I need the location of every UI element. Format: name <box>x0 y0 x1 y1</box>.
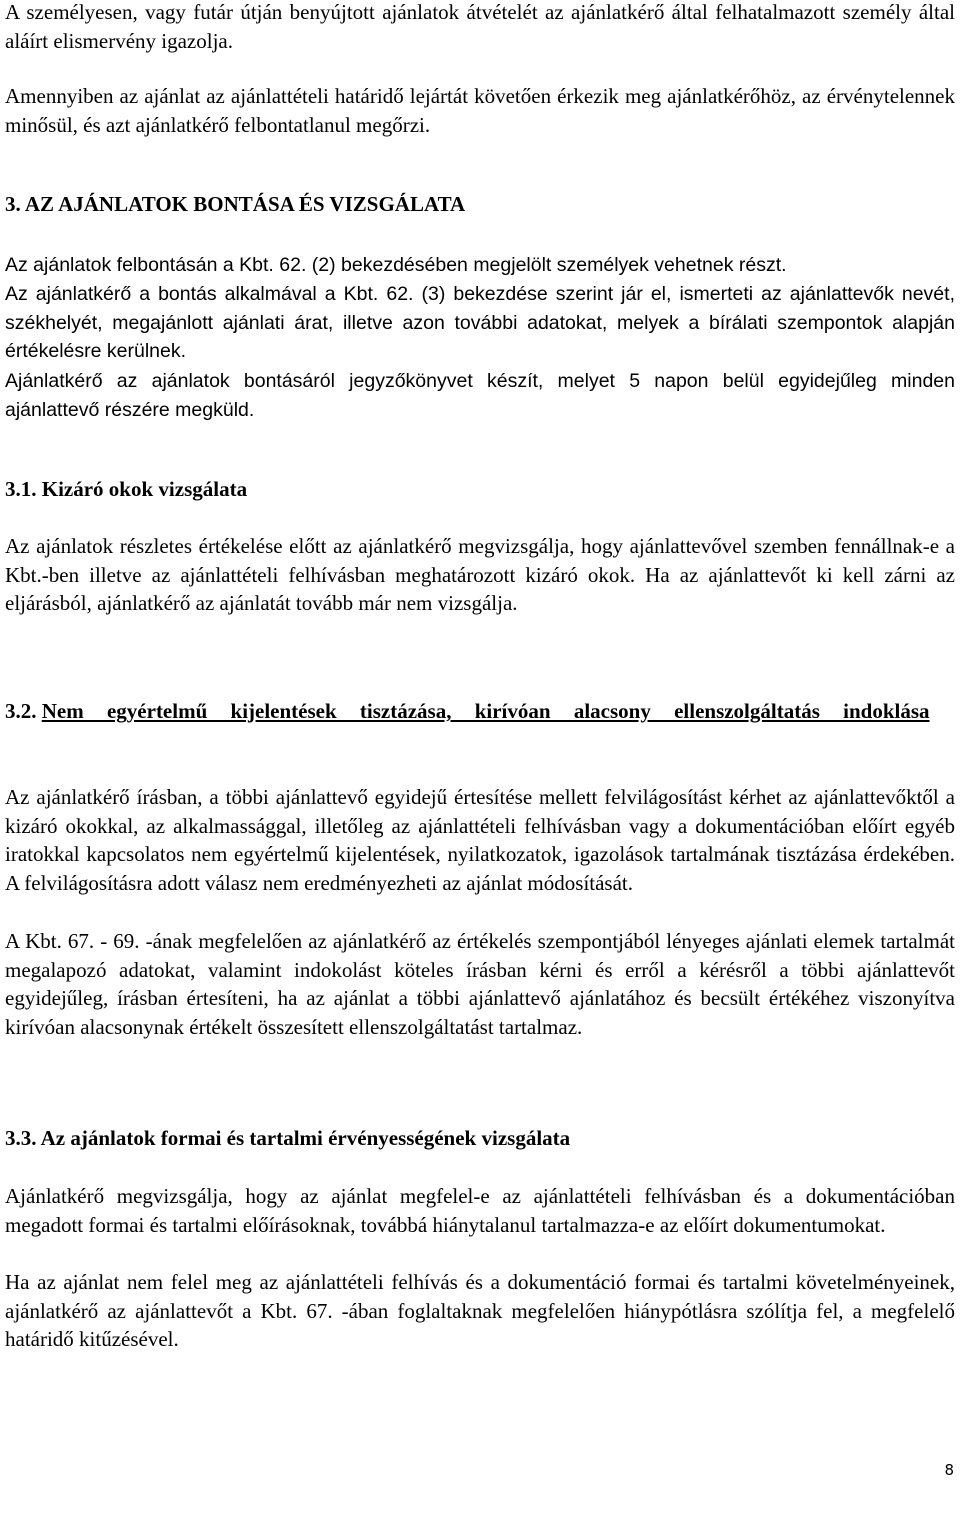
section-title-3-2: Nem egyértelmű kijelentések tisztázása, kirívóan alacsony ellenszolgáltatás indoklása <box>41 699 930 723</box>
section-number-3-2: 3.2. <box>5 699 37 723</box>
paragraph-clarification: Az ajánlatkérő írásban, a többi ajánlattevő egyidejű értesítése mellett felvilágosítást kérhet az ajánlattevőktől a kizáró okokkal, az alkalmassággal, illetőleg az ajánlattételi felhívásban vagy a dokumentációban előírt egyéb iratokkal kapcsolatos nem egyértelmű kijelentések, nyilatkozatok, igazolások tartalmának tisztázása érdekében. A felvilágosításra adott válasz nem eredményezheti az ajánlat módosítását. <box>5 785 955 896</box>
paragraph-receipt: A személyesen, vagy futár útján benyújtott ajánlatok átvételét az ajánlatkérő által felhatalmazott személy által aláírt elismervény igazolja. <box>5 0 955 53</box>
section-heading-3-2 <box>5 697 955 726</box>
page-number: 8 <box>944 1461 954 1479</box>
paragraph-formal-validity: Ajánlatkérő megvizsgálja, hogy az ajánlat megfelel-e az ajánlattételi felhívásban és a dokumentációban megadott formai és tartalmi előírásoknak, továbbá hiánytalanul tartalmazza-e az előírt dokumentumokat. <box>5 1184 955 1237</box>
section-heading-3-1 <box>5 475 955 504</box>
section-number-3-1: 3.1. <box>5 477 37 501</box>
paragraph-low-price: A Kbt. 67. - 69. -ának megfelelően az ajánlatkérő az értékelés szempontjából lényeges ajánlati elemek tartalmát megalapozó adatokat, valamint indokolást köteles írásban kérni és erről a kérésről a többi ajánlattevőt egyidejűleg, írásban értesíteni, ha az ajánlat a többi ajánlattevő ajánlatához és becsült értékéhez viszonyítva kirívóan alacsonynak értékelt összesített ellenszolgáltatást tartalmaz. <box>5 929 955 1040</box>
paragraph-exclusion-grounds: Az ajánlatok részletes értékelése előtt az ajánlatkérő megvizsgálja, hogy ajánlattevővel szemben fennállnak-e a Kbt.-ben illetve az ajánlattételi felhívásban meghatározott kizáró okok. Ha az ajánlattevőt ki kell zárni az eljárásból, ajánlatkérő az ajánlatát tovább már nem vizsgálja. <box>5 534 955 616</box>
section-title-3-1: Kizáró okok vizsgálata <box>41 477 248 501</box>
section-title-3-3: Az ajánlatok formai és tartalmi érvényességének vizsgálata <box>40 1126 571 1150</box>
section-number-3-3: 3.3. <box>5 1126 37 1150</box>
paragraph-late-offer: Amennyiben az ajánlat az ajánlattételi határidő lejártát követően érkezik meg ajánlatkérőhöz, az érvénytelennek minősül, és azt ajánlatkérő felbontatlanul megőrzi. <box>5 84 955 137</box>
section-heading-3: 3. AZ AJÁNLATOK BONTÁSA ÉS VIZSGÁLATA <box>5 192 466 216</box>
paragraph-opening-procedure: Az ajánlatkérő a bontás alkalmával a Kbt. 62. (3) bekezdése szerint jár el, ismerteti az ajánlattevők nevét, székhelyét, megajánlott ajánlati árat, illetve azon további adatokat, melyek a bírálati szempontok alapján értékelésre kerülnek. <box>5 283 955 363</box>
paragraph-minutes: Ajánlatkérő az ajánlatok bontásáról jegyzőkönyvet készít, melyet 5 napon belül egyidejűleg minden ajánlattevő részére megküld. <box>5 370 955 421</box>
section-heading-3-3 <box>5 1124 955 1153</box>
paragraph-opening-attendees: Az ajánlatok felbontásán a Kbt. 62. (2) bekezdésében megjelölt személyek vehetnek részt. <box>5 254 787 276</box>
paragraph-deficiency-remedy: Ha az ajánlat nem felel meg az ajánlattételi felhívás és a dokumentáció formai és tartalmi követelményeinek, ajánlatkérő az ajánlattevőt a Kbt. 67. -ában foglaltaknak megfelelően hiánypótlásra szólítja fel, a megfelelő határidő kitűzésével. <box>5 1270 955 1352</box>
